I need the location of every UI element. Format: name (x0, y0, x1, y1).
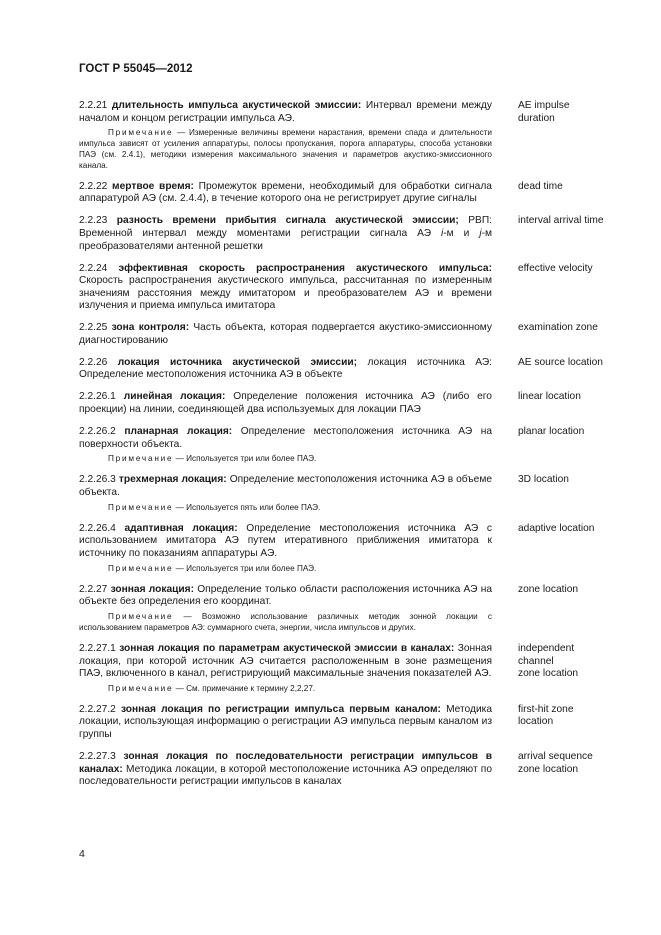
term-name: планарная локация: (124, 426, 233, 438)
term-number: 2.2.27.1 (79, 642, 116, 654)
note-label: Примечание (108, 454, 174, 464)
term-note: Примечание — См. примечание к термину 2,2,27. (108, 683, 316, 693)
term-definition: Методика локации, в которой местоположение источника АЭ определяют по последовательности регистрации импульсов в каналах (79, 763, 492, 788)
term-name: длительность импульса акустической эмиссии: (111, 100, 362, 111)
term-entry (79, 181, 619, 206)
term-entry (79, 584, 619, 634)
term-definition: Методика локации, использующая информацию о регистрации АЭ импульса первым каналом из группы (79, 703, 492, 741)
term-entry (79, 263, 619, 313)
term-name: зонная локация: (110, 583, 194, 595)
note-label: Примечание (108, 611, 174, 621)
term-definition: Определение положения источника АЭ (либо его проекции) на линии, соединяющей два используемых для локации ПАЭ (79, 391, 492, 416)
term-definition: РВП: Временной интервал между моментами регистрации сигнала АЭ i-м и j-м преобразователями антенной решетки (79, 215, 493, 252)
term-number: 2.2.26.1 (79, 391, 116, 403)
term-entry (79, 474, 619, 513)
term-number: 2.2.26.4 (79, 522, 116, 534)
term-number: 2.2.26.3 (79, 474, 116, 486)
term-name: эффективная скорость распространения акустического импульса: (118, 262, 492, 274)
term-name: адаптивная локация: (124, 522, 238, 534)
term-english: first-hit zone location (518, 703, 574, 728)
term-name: зона контроля: (111, 322, 190, 334)
term-definition: локация источника АЭ: Определение местоположения источника АЭ в объекте (79, 356, 492, 381)
term-entry (79, 322, 619, 347)
term-definition: Определение местоположения источника АЭ на поверхности объекта. (79, 426, 492, 450)
term-english: adaptive location (518, 522, 595, 534)
term-note: Примечание — Используется три или более ПАЭ. (108, 454, 317, 464)
page-number: 4 (79, 848, 85, 860)
term-english: planar location (518, 426, 585, 438)
note-label: Примечание (108, 563, 174, 573)
term-english: dead time (518, 180, 563, 192)
term-entry (79, 100, 619, 171)
term-definition: Определение местоположения источника АЭ с использованием имитатора АЭ путем итеративного приближения имитатора к источнику по показаниям аппаратуры АЭ. (79, 522, 492, 559)
term-number: 2.2.27 (79, 583, 108, 595)
term-definition: Часть объекта, которая подвергается акустико-эмиссионному диагностированию (79, 322, 492, 346)
term-note: Примечание — Измеренные величины времени нарастания, времени спада и длительности импульса зависят от усиления аппаратуры, полосы пропускания, порога аппаратуры, способа установки ПАЭ (см. 2.4.1), методики измерения максимального значения и параметров акустико-эмиссионного канала. (79, 128, 492, 170)
term-name: зонная локация по параметрам акустической эмиссии в каналах: (119, 642, 455, 654)
term-english: zone location (518, 583, 579, 595)
term-number: 2.2.27.2 (79, 703, 116, 715)
term-english: 3D location (518, 474, 569, 486)
term-entry (79, 643, 619, 695)
term-english: AE source location (518, 356, 603, 368)
term-name: трехмерная локация: (118, 474, 227, 486)
term-note: Примечание — Используется три или более ПАЭ. (108, 563, 317, 573)
term-number: 2.2.26.2 (79, 426, 116, 438)
term-definition: Интервал времени между началом и концом регистрации импульса АЭ. (79, 100, 492, 124)
term-definition: Скорость распространения акустического импульса, рассчитанная по измеренным значениям расстояния между имитатором и преобразователем АЭ и времени излучения и приема импульса имитатора (79, 275, 492, 312)
term-number: 2.2.21 (79, 100, 108, 111)
term-entry (79, 523, 619, 575)
term-number: 2.2.26 (79, 356, 108, 368)
term-definition: Определение только области расположения источника АЭ на объекте без определения его координат. (79, 583, 492, 608)
term-english: linear location (518, 391, 581, 403)
term-number: 2.2.27.3 (79, 751, 116, 763)
term-english: examination zone (518, 322, 598, 334)
term-note: Примечание — Возможно использование различных методик зонной локации с использованием параметров АЭ: суммарного счета, энергии, числа импульсов и других. (79, 611, 493, 632)
term-entry (79, 357, 619, 382)
term-english: effective velocity (518, 262, 593, 274)
term-note: Примечание — Используется пять или более ПАЭ. (108, 502, 321, 512)
note-label: Примечание (108, 128, 174, 138)
term-number: 2.2.23 (79, 215, 108, 227)
term-english: arrival sequence zone location (518, 751, 593, 775)
term-entry (79, 751, 619, 789)
term-name: линейная локация: (123, 391, 226, 403)
term-name: мертвое время: (112, 180, 194, 192)
term-english: interval arrival time (518, 215, 604, 227)
term-entry (79, 391, 619, 416)
term-english: independent channel zone location (518, 642, 579, 680)
term-entry (79, 704, 619, 742)
term-definition: Зонная локация, при которой источник АЭ считается расположенным в зоне размещения ПАЭ, включенного в канал, регистрирующий максимальные значения показателей АЭ. (79, 642, 492, 680)
term-entry (79, 426, 619, 465)
note-label: Примечание (108, 502, 174, 512)
term-name: локация источника акустической эмиссии; (117, 356, 358, 368)
term-definition: Определение местоположения источника АЭ в объеме объекта. (79, 474, 492, 498)
terms-list (79, 100, 619, 798)
term-name: зонная локация по последовательности регистрации импульсов в каналах: (79, 751, 492, 775)
term-name: зонная локация по регистрации импульса первым каналом: (120, 703, 441, 715)
document-header: ГОСТ Р 55045—2012 (79, 63, 193, 75)
term-number: 2.2.25 (79, 322, 108, 334)
term-entry (79, 215, 619, 253)
term-number: 2.2.22 (79, 180, 108, 192)
term-number: 2.2.24 (79, 262, 108, 274)
term-name: разность времени прибытия сигнала акустической эмиссии; (116, 215, 459, 227)
note-label: Примечание (108, 683, 174, 693)
term-english: AE impulse duration (518, 100, 570, 124)
term-definition: Промежуток времени, необходимый для обработки сигнала аппаратурой АЭ (см. 2.4.4), в течение которого она не регистрирует другие сигналы (79, 180, 492, 205)
